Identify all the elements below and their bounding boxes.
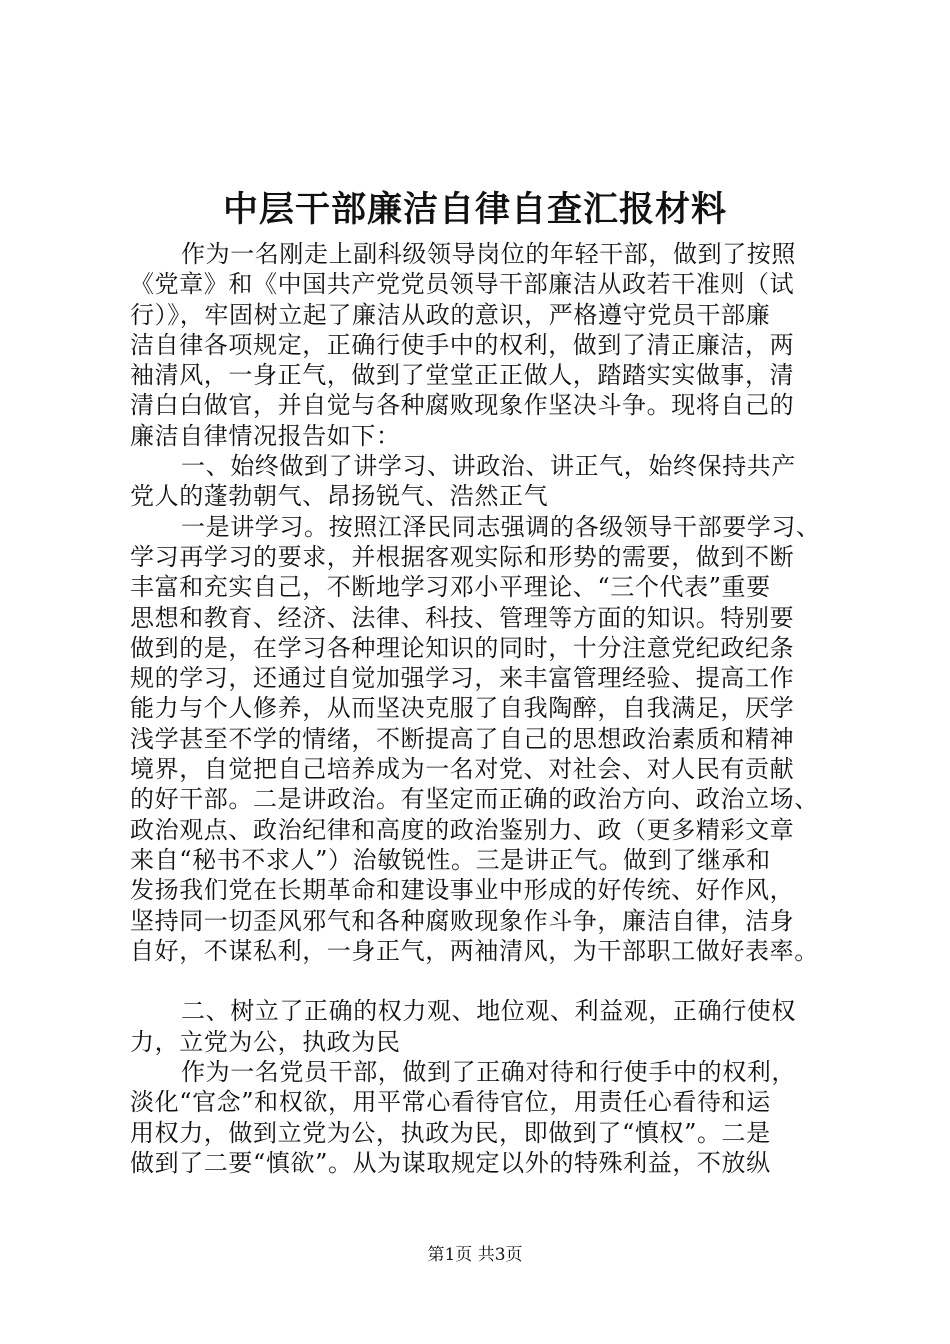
body-line: 坚持同一切歪风邪气和各种腐败现象作斗争，廉洁自律，洁身 xyxy=(130,906,795,935)
body-line: 行）》，牢固树立起了廉洁从政的意识，严格遵守党员干部廉 xyxy=(130,300,771,329)
body-line: 政治观点、政治纪律和高度的政治鉴别力、政（更多精彩文章 xyxy=(130,815,795,844)
section-heading-line: 力，立党为公，执政为民 xyxy=(130,1027,401,1056)
body-line: 来自“秘书不求人”）治敏锐性。三是讲正气。做到了继承和 xyxy=(130,845,771,874)
body-line: 洁自律各项规定，正确行使手中的权利，做到了清正廉洁，两 xyxy=(130,330,795,359)
body-line: 思想和教育、经济、法律、科技、管理等方面的知识。特别要 xyxy=(130,603,795,632)
body-line: 作为一名刚走上副科级领导岗位的年轻干部，做到了按照 xyxy=(181,240,796,268)
document-body xyxy=(130,239,850,1178)
body-line: 发扬我们党在长期革命和建设事业中形成的好传统、好作风， xyxy=(130,876,795,905)
page-footer: 第1页 共3页 xyxy=(427,1245,523,1265)
body-line: 规的学习，还通过自觉加强学习，来丰富管理经验、提高工作 xyxy=(130,664,795,693)
body-line: 袖清风，一身正气，做到了堂堂正正做人，踏踏实实做事，清 xyxy=(130,361,795,390)
body-line: 的好干部。二是讲政治。有坚定而正确的政治方向、政治立场、 xyxy=(130,785,819,814)
body-line: 丰富和充实自己，不断地学习邓小平理论、“三个代表”重要 xyxy=(130,573,771,602)
body-line: 淡化“官念”和权欲，用平常心看待官位，用责任心看待和运 xyxy=(130,1088,771,1117)
body-line: 用权力，做到立党为公，执政为民，即做到了“慎权”。二是 xyxy=(130,1118,771,1147)
body-line: 学习再学习的要求，并根据客观实际和形势的需要，做到不断 xyxy=(130,542,795,571)
body-line: 自好，不谋私利，一身正气，两袖清风，为干部职工做好表率。 xyxy=(130,936,819,965)
blank-line xyxy=(130,966,850,996)
body-line: 一是讲学习。按照江泽民同志强调的各级领导干部要学习、 xyxy=(181,512,821,541)
body-line: 能力与个人修养，从而坚决克服了自我陶醉，自我满足，厌学 xyxy=(130,694,795,723)
body-line: 境界，自觉把自己培养成为一名对党、对社会、对人民有贡献 xyxy=(130,755,795,784)
body-line: 廉洁自律情况报告如下： xyxy=(130,421,401,450)
section-heading-line: 党人的蓬勃朝气、昂扬锐气、浩然正气 xyxy=(130,482,549,511)
body-line: 《党章》和《中国共产党党员领导干部廉洁从政若干准则（试 xyxy=(130,270,795,299)
section-heading-line: 二、树立了正确的权力观、地位观、利益观，正确行使权 xyxy=(181,997,796,1026)
section-heading-line: 一、始终做到了讲学习、讲政治、讲正气，始终保持共产 xyxy=(181,452,796,481)
body-line: 作为一名党员干部，做到了正确对待和行使手中的权利， xyxy=(181,1058,796,1087)
body-line: 浅学甚至不学的情绪，不断提高了自己的思想政治素质和精神 xyxy=(130,724,795,753)
body-line: 做到的是，在学习各种理论知识的同时，十分注意党纪政纪条 xyxy=(130,633,795,662)
body-line: 做到了二要“慎欲”。从为谋取规定以外的特殊利益，不放纵 xyxy=(130,1148,771,1177)
document-title: 中层干部廉洁自律自查汇报材料 xyxy=(222,189,727,230)
body-line: 清白白做官，并自觉与各种腐败现象作坚决斗争。现将自己的 xyxy=(130,391,795,420)
